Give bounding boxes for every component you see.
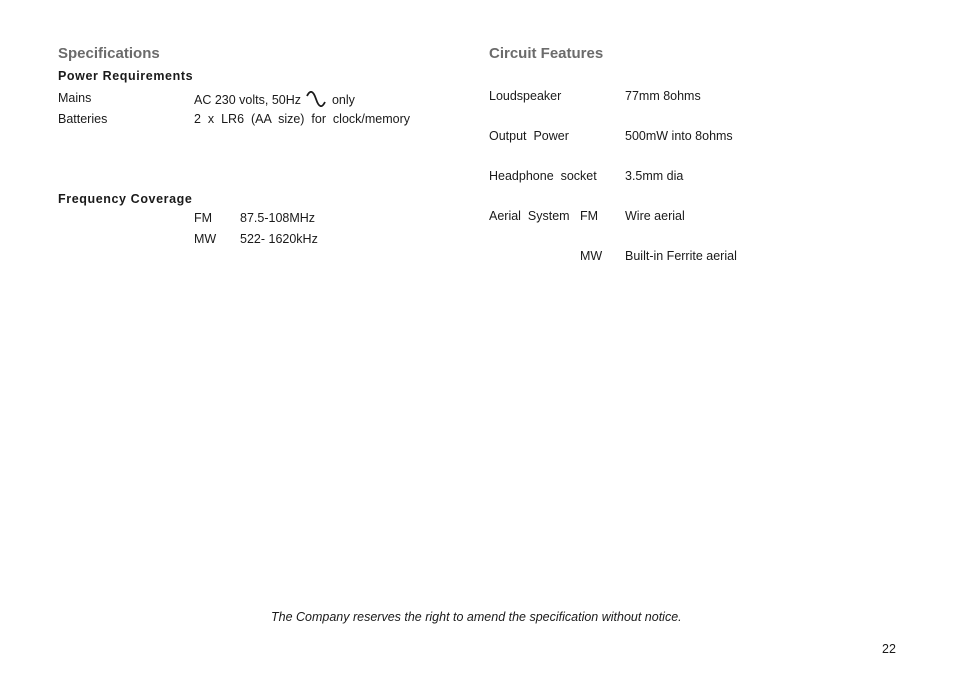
circuit-value-loudspeaker: 77mm 8ohms [625, 89, 701, 103]
mains-only: only [331, 93, 355, 107]
page-number: 22 [882, 642, 896, 656]
ac-sine-wave-icon [306, 91, 326, 110]
batteries-label: Batteries [58, 112, 108, 126]
frequency-band-fm: FM [194, 211, 213, 225]
mains-label: Mains [58, 91, 92, 105]
frequency-range-fm: 87.5-108MHz [240, 211, 316, 225]
specifications-title: Specifications [58, 45, 160, 62]
frequency-coverage-heading: Frequency Coverage [58, 192, 193, 206]
circuit-label-aerial-mw: MW [580, 249, 603, 263]
frequency-band-mw: MW [194, 232, 217, 246]
circuit-value-output-power: 500mW into 8ohms [625, 129, 733, 143]
circuit-label-aerial-fm: Aerial System FM [489, 209, 599, 223]
frequency-range-mw: 522- 1620kHz [240, 232, 318, 246]
circuit-label-headphone-socket: Headphone socket [489, 169, 597, 183]
circuit-label-loudspeaker: Loudspeaker [489, 89, 562, 103]
footer-notice: The Company reserves the right to amend the specification without notice. [271, 610, 682, 624]
circuit-features-title: Circuit Features [489, 45, 604, 62]
batteries-value: 2 x LR6 (AA size) for clock/memory [194, 112, 411, 126]
mains-voltage: AC 230 volts, 50Hz [194, 93, 301, 107]
power-requirements-heading: Power Requirements [58, 69, 194, 83]
circuit-value-headphone-socket: 3.5mm dia [625, 169, 684, 183]
circuit-value-aerial-fm: Wire aerial [625, 209, 685, 223]
circuit-label-output-power: Output Power [489, 129, 569, 143]
mains-value [194, 91, 355, 110]
circuit-value-aerial-mw: Built-in Ferrite aerial [625, 249, 737, 263]
